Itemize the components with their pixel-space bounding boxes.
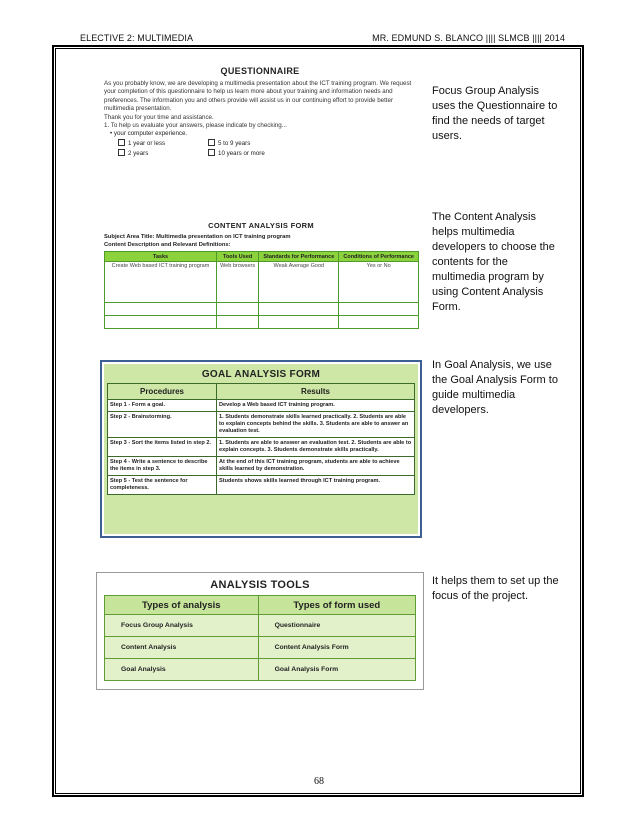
result-cell: 1. Students are able to answer an evaluation test. 2. Students are able to explain concepts. 3. Students demonstrate skills practically. bbox=[217, 438, 415, 457]
analysis-tools-title: ANALYSIS TOOLS bbox=[210, 579, 310, 591]
questionnaire-item: 1. To help us evaluate your answers, please indicate by checking... bbox=[104, 122, 287, 130]
option-label: 5 to 9 years bbox=[218, 139, 251, 147]
goal-analysis-title: GOAL ANALYSIS FORM bbox=[201, 369, 321, 380]
table-row bbox=[105, 615, 416, 637]
table-row bbox=[108, 412, 415, 438]
table-row bbox=[108, 457, 415, 476]
column-header: Results bbox=[217, 384, 415, 400]
procedure-cell: Step 2 - Brainstorming. bbox=[108, 412, 217, 438]
table-cell: Goal Analysis Form bbox=[258, 659, 415, 681]
table-header-row bbox=[108, 384, 415, 400]
table-cell bbox=[259, 303, 339, 316]
table-cell: Weak Average Good bbox=[259, 262, 339, 303]
table-row bbox=[105, 316, 419, 329]
procedure-cell: Step 3 - Sort the items listed in step 2. bbox=[108, 438, 217, 457]
table-header-row bbox=[105, 596, 416, 615]
table-cell: Focus Group Analysis bbox=[105, 615, 259, 637]
table-cell: Goal Analysis bbox=[105, 659, 259, 681]
option-label: 10 years or more bbox=[218, 149, 265, 157]
goal-analysis-figure bbox=[100, 360, 422, 538]
procedure-cell: Step 5 - Test the sentence for completeness. bbox=[108, 476, 217, 495]
questionnaire-title: QUESTIONNAIRE bbox=[220, 66, 300, 76]
content-analysis-subject: Subject Area Title: Multimedia presentation on ICT training program bbox=[104, 234, 291, 240]
side-note-text: Focus Group Analysis uses the Questionnaire to find the needs of target users. bbox=[432, 85, 558, 142]
table-cell bbox=[105, 303, 217, 316]
column-header: Standards for Performance bbox=[259, 252, 339, 262]
table-row bbox=[105, 262, 419, 303]
procedure-cell: Step 4 - Write a sentence to describe the items in step 3. bbox=[108, 457, 217, 476]
table-cell bbox=[339, 316, 419, 329]
option-item bbox=[208, 149, 308, 159]
content-analysis-table bbox=[104, 251, 419, 329]
checkbox-icon bbox=[118, 149, 125, 156]
content-analysis-figure bbox=[100, 218, 422, 336]
option-item bbox=[208, 139, 308, 149]
analysis-tools-table bbox=[104, 595, 416, 681]
option-item bbox=[118, 139, 208, 149]
table-row bbox=[105, 303, 419, 316]
questionnaire-thanks: Thank you for your time and assistance. bbox=[104, 113, 214, 121]
side-note-text: The Content Analysis helps multimedia developers to choose the contents for the multimedia program by using Content Analysis Form. bbox=[432, 211, 555, 313]
result-cell: 1. Students demonstrate skills learned practically. 2. Students are able to explain concepts behind the skills. 3. Students are able to answer an evaluation test. bbox=[217, 412, 415, 438]
result-cell: Students shows skills learned through ICT training program. bbox=[217, 476, 415, 495]
table-row bbox=[108, 400, 415, 412]
content-analysis-description: Content Description and Relevant Definitions: bbox=[104, 242, 231, 248]
checkbox-icon bbox=[208, 139, 215, 146]
result-cell: Develop a Web based ICT training program. bbox=[217, 400, 415, 412]
header-left: ELECTIVE 2: MULTIMEDIA bbox=[80, 33, 194, 43]
table-cell: Yes or No bbox=[339, 262, 419, 303]
questionnaire-paragraph: As you probably know, we are developing a multimedia presentation about the ICT training program. We request your completion of this questionnaire to help us learn more about your training and information needs and preferences. The information you and others provide will assist us in our continuing effort to provide better multimedia presentation. bbox=[104, 80, 412, 113]
option-label: 2 years bbox=[128, 149, 149, 157]
column-header: Procedures bbox=[108, 384, 217, 400]
checkbox-icon bbox=[208, 149, 215, 156]
column-header: Tools Used bbox=[216, 252, 258, 262]
checkbox-icon bbox=[118, 139, 125, 146]
table-row bbox=[108, 438, 415, 457]
table-cell: Web browsers bbox=[216, 262, 258, 303]
result-cell: At the end of this ICT training program, students are able to achieve skills learned by demonstration. bbox=[217, 457, 415, 476]
column-header: Conditions of Performance bbox=[339, 252, 419, 262]
table-cell: Questionnaire bbox=[258, 615, 415, 637]
option-item bbox=[118, 149, 208, 159]
header-right: MR. EDMUND S. BLANCO |||| SLMCB |||| 2014 bbox=[372, 33, 565, 43]
table-row bbox=[108, 476, 415, 495]
questionnaire-bullet: • your computer experience. bbox=[110, 130, 188, 138]
procedure-cell: Step 1 - Form a goal. bbox=[108, 400, 217, 412]
column-header: Types of analysis bbox=[105, 596, 259, 615]
table-cell: Content Analysis bbox=[105, 637, 259, 659]
side-note-focus-group bbox=[432, 84, 564, 144]
side-note-text: It helps them to set up the focus of the project. bbox=[432, 575, 559, 602]
table-header-row bbox=[105, 252, 419, 262]
table-cell: Content Analysis Form bbox=[258, 637, 415, 659]
table-row bbox=[105, 637, 416, 659]
column-header: Types of form used bbox=[258, 596, 415, 615]
side-note-goal-analysis bbox=[432, 358, 564, 418]
side-note-content-analysis bbox=[432, 210, 564, 315]
questionnaire-bullet-text: your computer experience. bbox=[113, 130, 188, 138]
option-label: 1 year or less bbox=[128, 139, 166, 147]
column-header: Tasks bbox=[105, 252, 217, 262]
table-cell bbox=[105, 316, 217, 329]
questionnaire-figure bbox=[100, 62, 420, 192]
table-row bbox=[105, 659, 416, 681]
analysis-tools-figure bbox=[96, 572, 424, 690]
side-note-text: In Goal Analysis, we use the Goal Analysis Form to guide multimedia developers. bbox=[432, 359, 558, 416]
content-analysis-title: CONTENT ANALYSIS FORM bbox=[208, 221, 314, 230]
table-cell bbox=[216, 303, 258, 316]
side-note-focus bbox=[432, 574, 564, 604]
questionnaire-options bbox=[118, 139, 420, 159]
table-cell bbox=[216, 316, 258, 329]
goal-analysis-table bbox=[107, 383, 415, 495]
page-number: 68 bbox=[314, 776, 324, 787]
table-cell bbox=[259, 316, 339, 329]
table-cell bbox=[339, 303, 419, 316]
goal-analysis-panel bbox=[104, 364, 418, 534]
table-cell: Create Web based ICT training program bbox=[105, 262, 217, 303]
